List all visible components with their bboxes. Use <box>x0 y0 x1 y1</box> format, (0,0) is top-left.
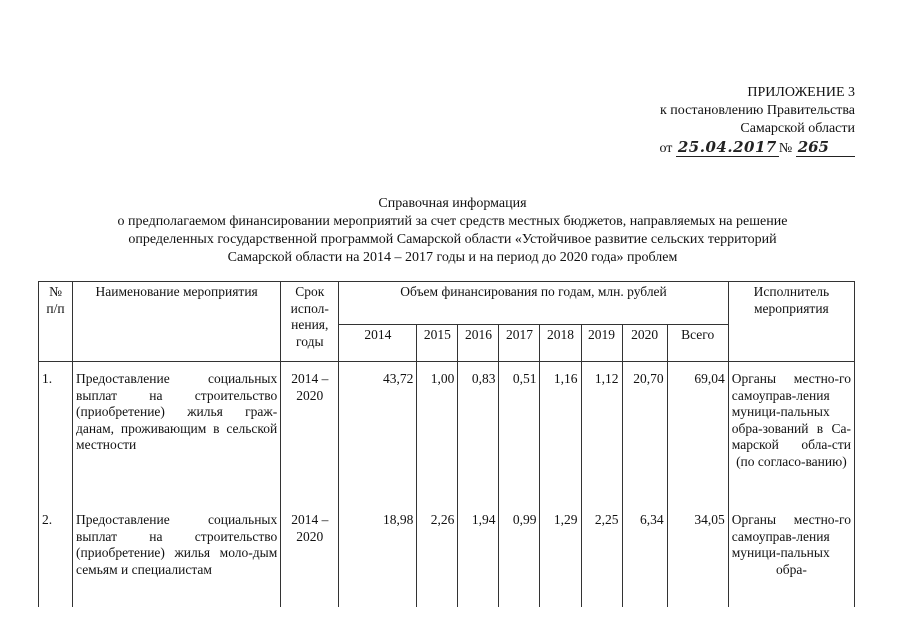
table-row <box>39 503 855 607</box>
table-row <box>39 362 855 504</box>
header-year: 2014 <box>339 325 417 362</box>
row-value: 20,70 <box>622 362 667 504</box>
appendix-title: ПРИЛОЖЕНИЕ 3 <box>747 85 855 100</box>
caption-line2: о предполагаемом финансировании мероприятий за счет средств местных бюджетов, направляемых на решение <box>117 214 788 229</box>
row-value: 6,34 <box>622 503 667 607</box>
caption-title: Справочная информация <box>378 196 527 211</box>
row-value: 1,29 <box>540 503 581 607</box>
row-executor: Органы местно-го самоуправ-ления муници-пальных обра-зований в Са-марской обла-сти (по согласо-ванию) <box>728 362 854 504</box>
handwritten-number: 265 <box>796 138 855 157</box>
appendix-line2: к постановлению Правительства <box>659 103 855 118</box>
row-total: 69,04 <box>667 362 728 504</box>
row-num: 1. <box>39 362 73 504</box>
header-year: 2015 <box>417 325 458 362</box>
caption-line4: Самарской области на 2014 – 2017 годы и на период до 2020 года» проблем <box>227 250 678 265</box>
row-value: 2,25 <box>581 503 622 607</box>
row-value: 2,26 <box>417 503 458 607</box>
row-term: 2014 – 2020 <box>281 503 339 607</box>
handwritten-date: 25.04.2017 <box>677 138 777 156</box>
header-year: 2016 <box>458 325 499 362</box>
row-total: 34,05 <box>667 503 728 607</box>
number-prefix: № <box>778 141 793 156</box>
header-year: 2019 <box>581 325 622 362</box>
row-value: 18,98 <box>339 503 417 607</box>
row-name: Предоставление социальных выплат на строительство (приобретение) жилья моло-дым семьям и специалистам <box>73 503 281 607</box>
row-name: Предоставление социальных выплат на строительство (приобретение) жилья граж-данам, проживающим в сельской местности <box>73 362 281 504</box>
row-term: 2014 – 2020 <box>281 362 339 504</box>
header-total: Всего <box>667 325 728 362</box>
row-value: 0,99 <box>499 503 540 607</box>
row-num: 2. <box>39 503 73 607</box>
header-term: Срок испол-нения, годы <box>281 282 339 362</box>
header-num: № п/п <box>39 282 73 362</box>
row-value: 1,16 <box>540 362 581 504</box>
row-value: 1,94 <box>458 503 499 607</box>
appendix-line3: Самарской области <box>740 121 855 136</box>
header-executor: Исполнитель мероприятия <box>728 282 854 362</box>
decree-date-line <box>659 138 855 158</box>
row-value: 1,00 <box>417 362 458 504</box>
appendix-block <box>595 84 855 158</box>
row-value: 0,83 <box>458 362 499 504</box>
document-caption <box>0 195 905 267</box>
row-executor: Органы местно-го самоуправ-ления муници-пальных обра- <box>728 503 854 607</box>
header-name: Наименование мероприятия <box>73 282 281 362</box>
caption-line3: определенных государственной программой Самарской области «Устойчивое развитие сельских территорий <box>128 232 777 247</box>
header-year: 2018 <box>540 325 581 362</box>
row-value: 43,72 <box>339 362 417 504</box>
funding-table <box>38 281 855 607</box>
header-funding: Объем финансирования по годам, млн. рублей <box>339 282 728 325</box>
row-value: 1,12 <box>581 362 622 504</box>
date-prefix: от <box>659 141 673 156</box>
row-value: 0,51 <box>499 362 540 504</box>
header-year: 2020 <box>622 325 667 362</box>
header-year: 2017 <box>499 325 540 362</box>
